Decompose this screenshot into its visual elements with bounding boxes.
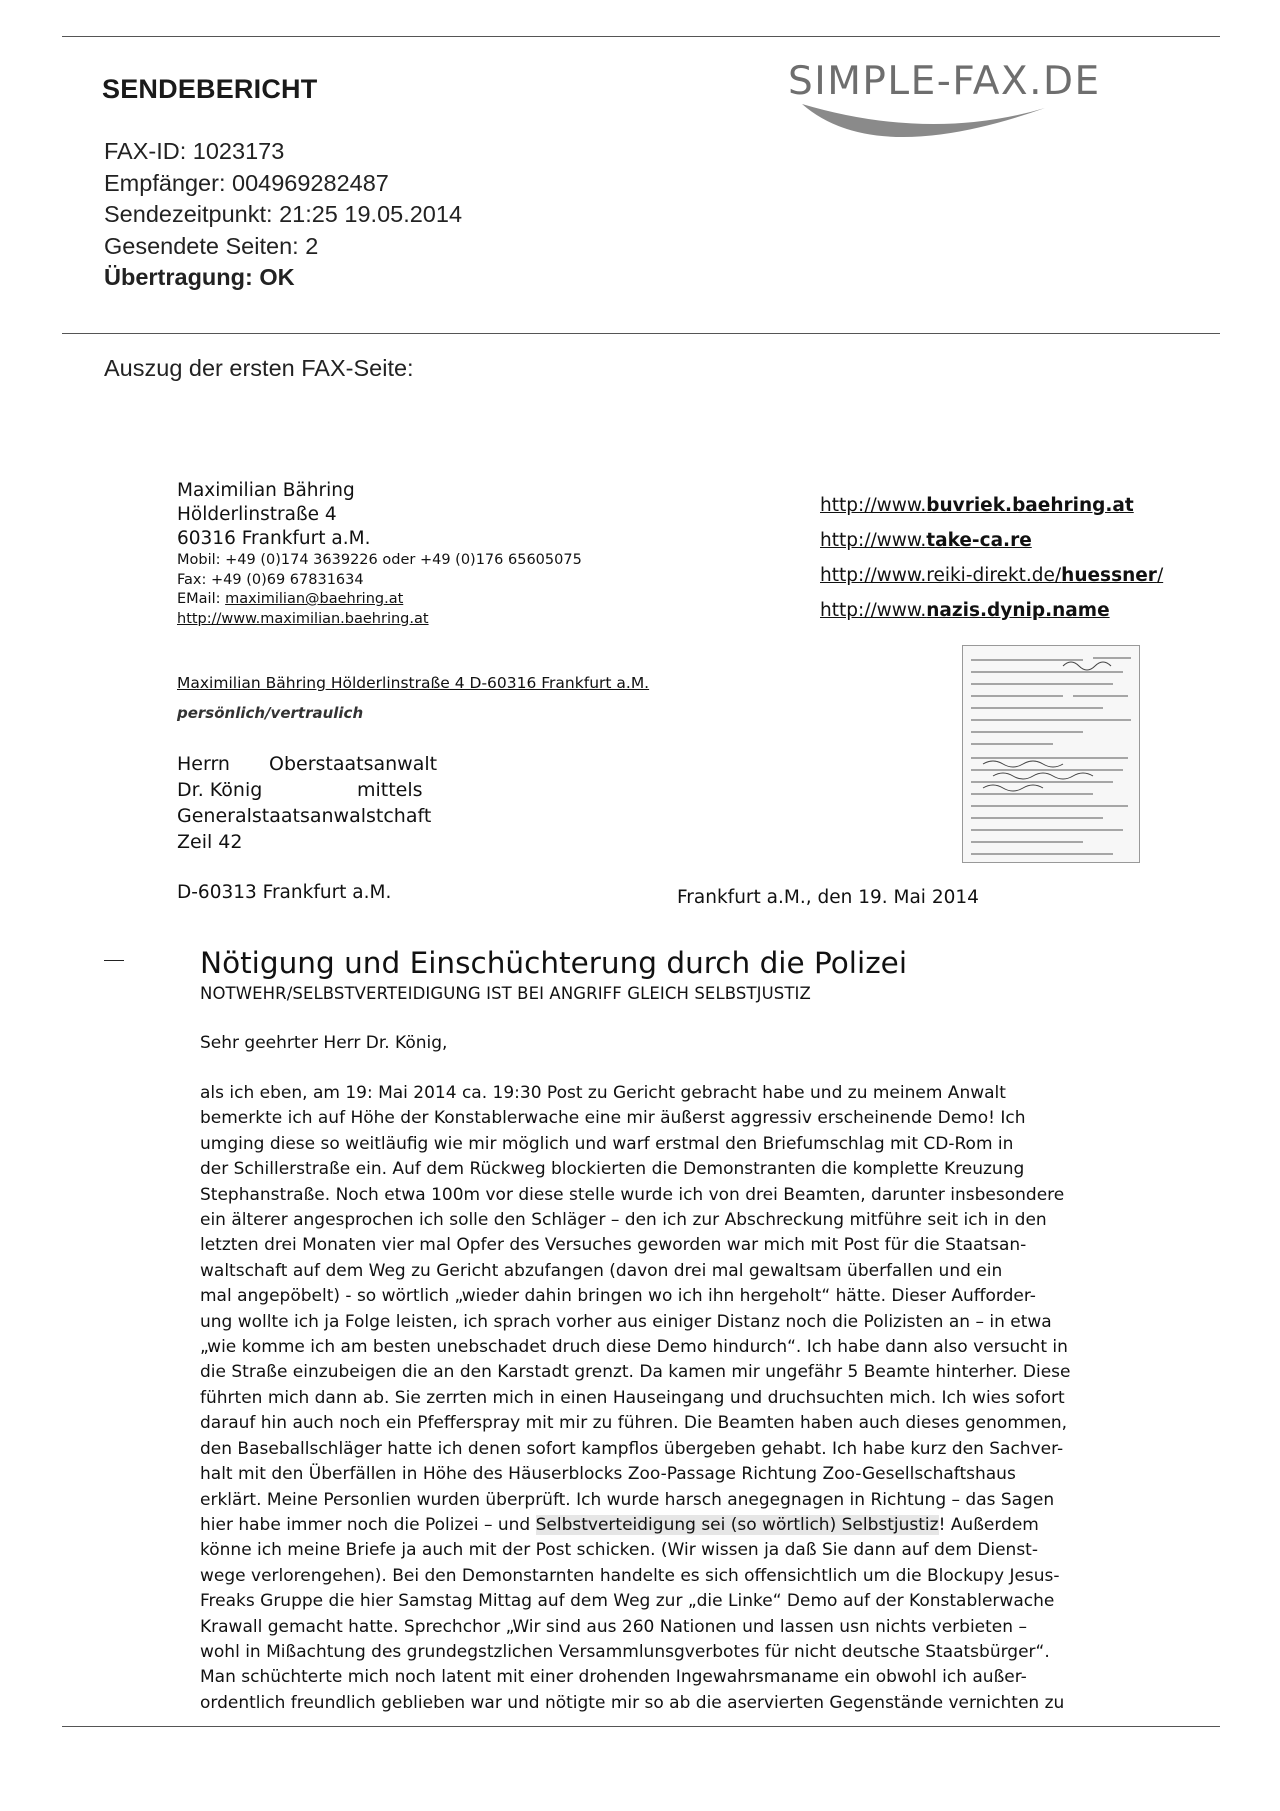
recipient-block xyxy=(177,751,438,855)
sender-mobile xyxy=(177,551,582,571)
logo-text: SIMPLE-FAX.DE xyxy=(788,59,1101,104)
body-line: die Straße einzubeigen die an den Karstadt grenzt. Da kamen mir ungefähr 5 Beamte hinterher. Diese xyxy=(200,1362,1071,1383)
body-line: wohl in Mißachtung des grundegstzlichen Versammlunsgverbotes für nicht deutsche Staatsbürger“. xyxy=(200,1641,1050,1662)
report-meta xyxy=(104,136,462,294)
recipient-number: Empfänger: 004969282487 xyxy=(104,169,389,196)
recipient-line-2: Dr. König mittels xyxy=(177,779,423,801)
fax-number: +49 (0)69 67831634 xyxy=(210,571,364,588)
mobile-number-2: +49 (0)176 65605075 xyxy=(419,552,582,568)
fold-mark xyxy=(104,960,124,961)
link-item[interactable]: http://www.nazis.dynip.name xyxy=(820,600,1110,621)
body-line: ung wollte ich ja Folge leisten, ich sprach vorher aus einiger Distanz noch die Polizisten an – in etwa xyxy=(200,1311,1052,1332)
sender-street: Hölderlinstraße 4 xyxy=(177,504,337,525)
letter-body xyxy=(200,1081,1150,1716)
middle-rule xyxy=(62,333,1220,334)
mobile-or: oder xyxy=(382,552,416,568)
body-line: erklärt. Meine Personlien wurden überprüft. Ich wurde harsch anegegnagen in Richtung – das Sagen xyxy=(200,1489,1055,1510)
body-line: „wie komme ich am besten unebschadet druch diese Demo hindurch“. Ich habe dann also versucht in xyxy=(200,1337,1068,1358)
link-item[interactable]: http://www.reiki-direkt.de/huessner/ xyxy=(820,565,1164,586)
body-line: umging diese so weitläufig wie mir möglich und warf erstmal den Briefumschlag mit CD-Rom in xyxy=(200,1133,1014,1154)
body-line: Krawall gemacht hatte. Sprechchor „Wir sind aus 260 Nationen und lassen usn nichts verbieten – xyxy=(200,1616,1027,1637)
body-line: mal angepöbelt) - so wörtlich „wieder dahin bringen wo ich ihn hergeholt“ hätte. Dieser Aufforder- xyxy=(200,1286,1036,1307)
top-rule xyxy=(62,36,1220,37)
body-line: bemerkte ich auf Höhe der Konstablerwache eine mir äußerst aggressiv erscheinende Demo! Ich xyxy=(200,1108,1026,1129)
fax-label: Fax: xyxy=(177,571,207,588)
link-item[interactable]: http://www.take-ca.re xyxy=(820,530,1032,551)
send-time: Sendezeitpunkt: 21:25 19.05.2014 xyxy=(104,201,463,227)
email-link[interactable]: maximilian@baehring.at xyxy=(225,591,404,607)
body-line: als ich eben, am 19: Mai 2014 ca. 19:30 Post zu Gericht gebracht habe und zu meinem Anwalt xyxy=(200,1083,1006,1103)
return-address: Maximilian Bähring Hölderlinstraße 4 D-60316 Frankfurt a.M. xyxy=(177,674,650,692)
body-line: Stephanstraße. Noch etwa 100m vor diese stelle wurde ich von drei Beamten, darunter insbesondere xyxy=(200,1184,1065,1205)
excerpt-label: Auszug der ersten FAX-Seite: xyxy=(104,355,414,381)
bottom-rule xyxy=(62,1726,1220,1727)
recipient-line-4: Zeil 42 xyxy=(177,831,243,853)
sender-name: Maximilian Bähring xyxy=(177,480,355,501)
sender-fax xyxy=(177,571,582,591)
sender-city: 60316 Frankfurt a.M. xyxy=(177,528,371,549)
recipient-line-3: Generalstaatsanwalstchaft xyxy=(177,805,432,827)
letter-date: Frankfurt a.M., den 19. Mai 2014 xyxy=(677,887,979,908)
mobile-number: +49 (0)174 3639226 xyxy=(225,552,378,568)
body-line: halt mit den Überfällen in Höhe des Häuserblocks Zoo-Passage Richtung Zoo-Gesellschaftshaus xyxy=(200,1464,1016,1485)
body-line: ein älterer angesprochen ich solle den Schläger – den ich zur Abschreckung mitführe seit ich in den xyxy=(200,1210,1047,1231)
recipient-line-1: Herrn Oberstaatsanwalt xyxy=(177,753,438,775)
letter-subheading: NOTWEHR/SELBSTVERTEIDIGUNG IST BEI ANGRIFF GLEICH SELBSTJUSTIZ xyxy=(200,984,811,1003)
letter-salutation: Sehr geehrter Herr Dr. König, xyxy=(200,1033,448,1053)
body-line: den Baseballschläger hatte ich denen sofort kampflos übergeben gehabt. Ich habe kurz den Sachver- xyxy=(200,1438,1064,1459)
sender-email xyxy=(177,590,582,610)
scanned-document-thumbnail xyxy=(962,645,1140,863)
body-line: letzten drei Monaten vier mal Opfer des Versuches geworden war mich mit Post für die Staatsan- xyxy=(200,1235,1027,1256)
sender-block xyxy=(177,479,582,629)
fax-id: FAX-ID: 1023173 xyxy=(104,138,285,164)
email-label: EMail: xyxy=(177,591,221,607)
body-line: der Schillerstraße ein. Auf dem Rückweg blockierten die Demonstranten die komplette Kreuzung xyxy=(200,1159,1025,1180)
letter-heading: Nötigung und Einschüchterung durch die Polizei xyxy=(200,946,908,980)
body-line: wege verlorengehen). Bei den Demonstarnten handelte es sich offensichtlich um die Blockupy Jesus- xyxy=(200,1565,1060,1586)
highlighted-quote: Selbstverteidigung sei (so wörtlich) Selbstjustiz xyxy=(535,1514,939,1535)
link-list xyxy=(820,488,1163,628)
body-line: Freaks Gruppe die hier Samstag Mittag auf dem Weg zur „die Linke“ Demo auf der Konstablerwache xyxy=(200,1591,1055,1612)
body-line: ordentlich freundlich geblieben war und nötigte mir so ab die aservierten Gegenstände vernichten zu xyxy=(200,1692,1065,1713)
simple-fax-logo xyxy=(780,50,1230,150)
body-line-highlighted: hier habe immer noch die Polizei – und Selbstverteidigung sei (so wörtlich) Selbstjustiz! Außerdem xyxy=(200,1514,1039,1535)
body-line: könne ich meine Briefe ja auch mit der Post schicken. (Wir wissen ja daß Sie dann auf dem Dienst- xyxy=(200,1540,1038,1561)
report-title: SENDEBERICHT xyxy=(102,74,318,104)
link-item[interactable]: http://www.buvriek.baehring.at xyxy=(820,495,1134,516)
confidential-note: persönlich/vertraulich xyxy=(177,704,364,722)
body-line: waltschaft auf dem Weg zu Gericht abzufangen (davon drei mal gewaltsam überfallen und ein xyxy=(200,1260,1003,1281)
sender-website[interactable]: http://www.maximilian.baehring.at xyxy=(177,610,429,627)
body-line: führten mich dann ab. Sie zerrten mich in einen Hauseingang und druchsuchten mich. Ich wies sofort xyxy=(200,1387,1065,1408)
body-line: darauf hin auch noch ein Pfefferspray mit mir zu führen. Die Beamten haben auch dieses genommen, xyxy=(200,1413,1068,1434)
recipient-zip-city: D-60313 Frankfurt a.M. xyxy=(177,882,392,903)
body-line: Man schüchterte mich noch latent mit einer drohenden Ingewahrsmaname ein obwohl ich außer- xyxy=(200,1667,1027,1688)
page-count: Gesendete Seiten: 2 xyxy=(104,232,319,259)
mobile-label: Mobil: xyxy=(177,552,221,568)
transmission-status: Übertragung: OK xyxy=(104,264,295,290)
